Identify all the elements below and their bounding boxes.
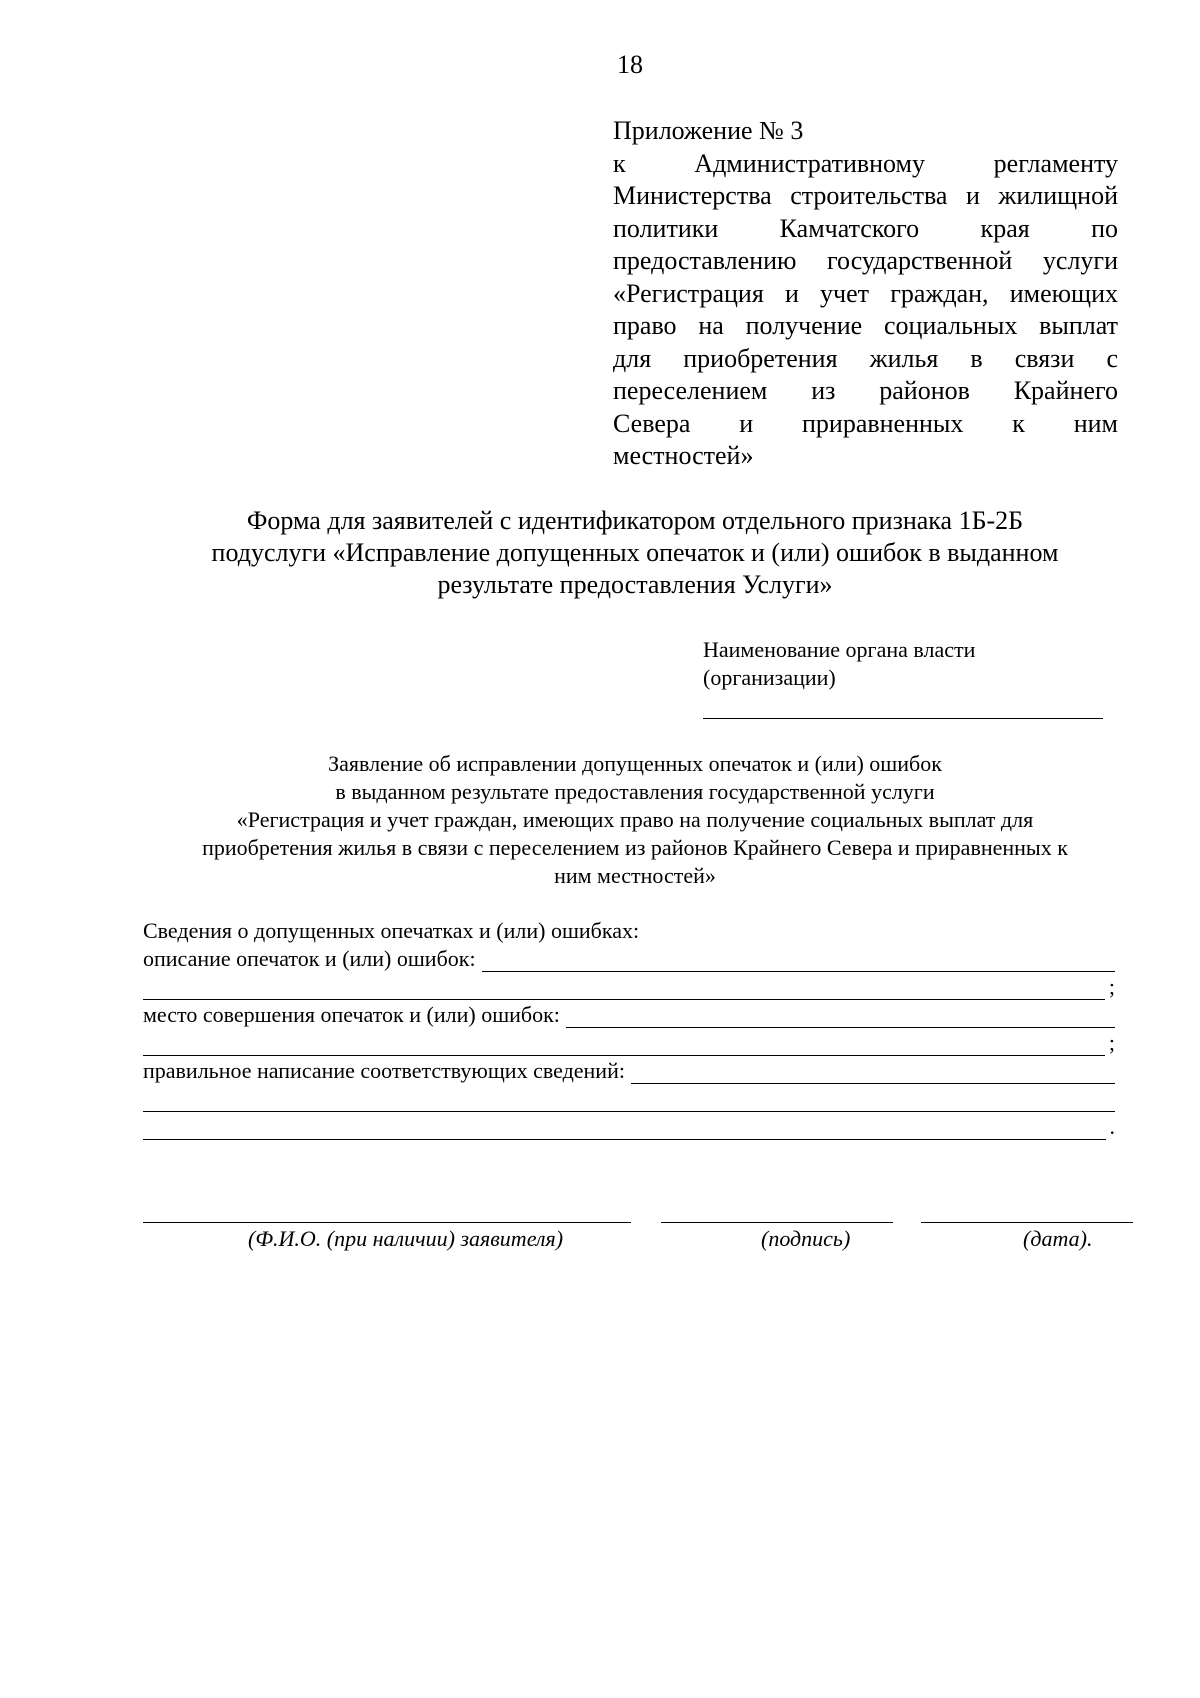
place-label: место совершения опечаток и (или) ошибок: — [143, 1002, 560, 1027]
description-field[interactable] — [482, 949, 1115, 972]
description-row — [143, 944, 1115, 972]
correct-continuation-row — [143, 1112, 1115, 1140]
appendix-line: Министерства строительства и жилищной — [613, 181, 1118, 210]
date-caption: (дата). — [1023, 1226, 1093, 1251]
appendix-line: к Административному регламенту — [613, 148, 1118, 178]
date-field[interactable] — [921, 1222, 1133, 1223]
appendix-line: переселением из районов Крайнего — [613, 376, 1118, 405]
signature-captions — [143, 1226, 1133, 1256]
correct-field[interactable] — [631, 1061, 1115, 1084]
signature-field[interactable] — [661, 1222, 893, 1223]
statement-line: приобретения жилья в связи с переселением из районов Крайнего Севера и приравненных к — [202, 835, 1068, 860]
appendix-line: право на получение социальных выплат — [613, 311, 1118, 340]
semicolon: ; — [1108, 974, 1115, 999]
place-field[interactable] — [566, 1005, 1115, 1028]
correct-row — [143, 1056, 1115, 1084]
correct-field-continuation[interactable] — [143, 1089, 1115, 1112]
appendix-line: местностей» — [613, 441, 754, 470]
statement-line: ним местностей» — [554, 863, 716, 888]
organization-label-line: (организации) — [703, 665, 836, 690]
form-title-line: подуслуги «Исправление допущенных опечаток и (или) ошибок в выданном — [211, 538, 1059, 567]
appendix-line: Севера и приравненных к ним — [613, 408, 1118, 438]
place-row — [143, 1000, 1115, 1028]
statement-title — [140, 750, 1130, 890]
statement-line: в выданном результате предоставления государственной услуги — [335, 779, 935, 804]
error-details-heading-row — [143, 916, 1115, 944]
appendix-line: политики Камчатского края по — [613, 213, 1118, 243]
place-continuation-row — [143, 1028, 1115, 1056]
organization-label — [703, 636, 1123, 692]
place-field-continuation[interactable] — [143, 1033, 1105, 1056]
description-label: описание опечаток и (или) ошибок: — [143, 946, 476, 971]
form-title — [150, 505, 1120, 601]
signature-caption: (подпись) — [761, 1226, 851, 1251]
applicant-name-caption: (Ф.И.О. (при наличии) заявителя) — [248, 1226, 564, 1251]
organization-name-field[interactable] — [703, 718, 1103, 719]
applicant-name-field[interactable] — [143, 1222, 631, 1223]
page-number: 18 — [617, 50, 643, 79]
statement-line: Заявление об исправлении допущенных опечаток и (или) ошибок — [328, 751, 942, 776]
statement-line: «Регистрация и учет граждан, имеющих право на получение социальных выплат для — [236, 807, 1034, 832]
organization-label-line: Наименование органа власти — [703, 637, 976, 662]
appendix-line: для приобретения жилья в связи с — [613, 343, 1118, 373]
period: . — [1109, 1114, 1115, 1139]
appendix-line: предоставлению государственной услуги — [613, 246, 1118, 275]
appendix-line: «Регистрация и учет граждан, имеющих — [613, 278, 1118, 308]
correct-continuation-row — [143, 1084, 1115, 1112]
appendix-header — [613, 115, 1118, 473]
correct-label: правильное написание соответствующих сведений: — [143, 1058, 625, 1083]
error-details-section — [143, 916, 1115, 1140]
semicolon: ; — [1108, 1030, 1115, 1055]
error-details-heading: Сведения о допущенных опечатках и (или) ошибках: — [143, 918, 640, 943]
signature-lines — [143, 1222, 1133, 1224]
appendix-line: Приложение № 3 — [613, 116, 804, 145]
form-title-line: Форма для заявителей с идентификатором отдельного признака 1Б-2Б — [246, 506, 1024, 535]
form-title-line: результате предоставления Услуги» — [437, 570, 833, 599]
description-continuation-row — [143, 972, 1115, 1000]
correct-field-continuation[interactable] — [143, 1117, 1106, 1140]
description-field-continuation[interactable] — [143, 977, 1105, 1000]
